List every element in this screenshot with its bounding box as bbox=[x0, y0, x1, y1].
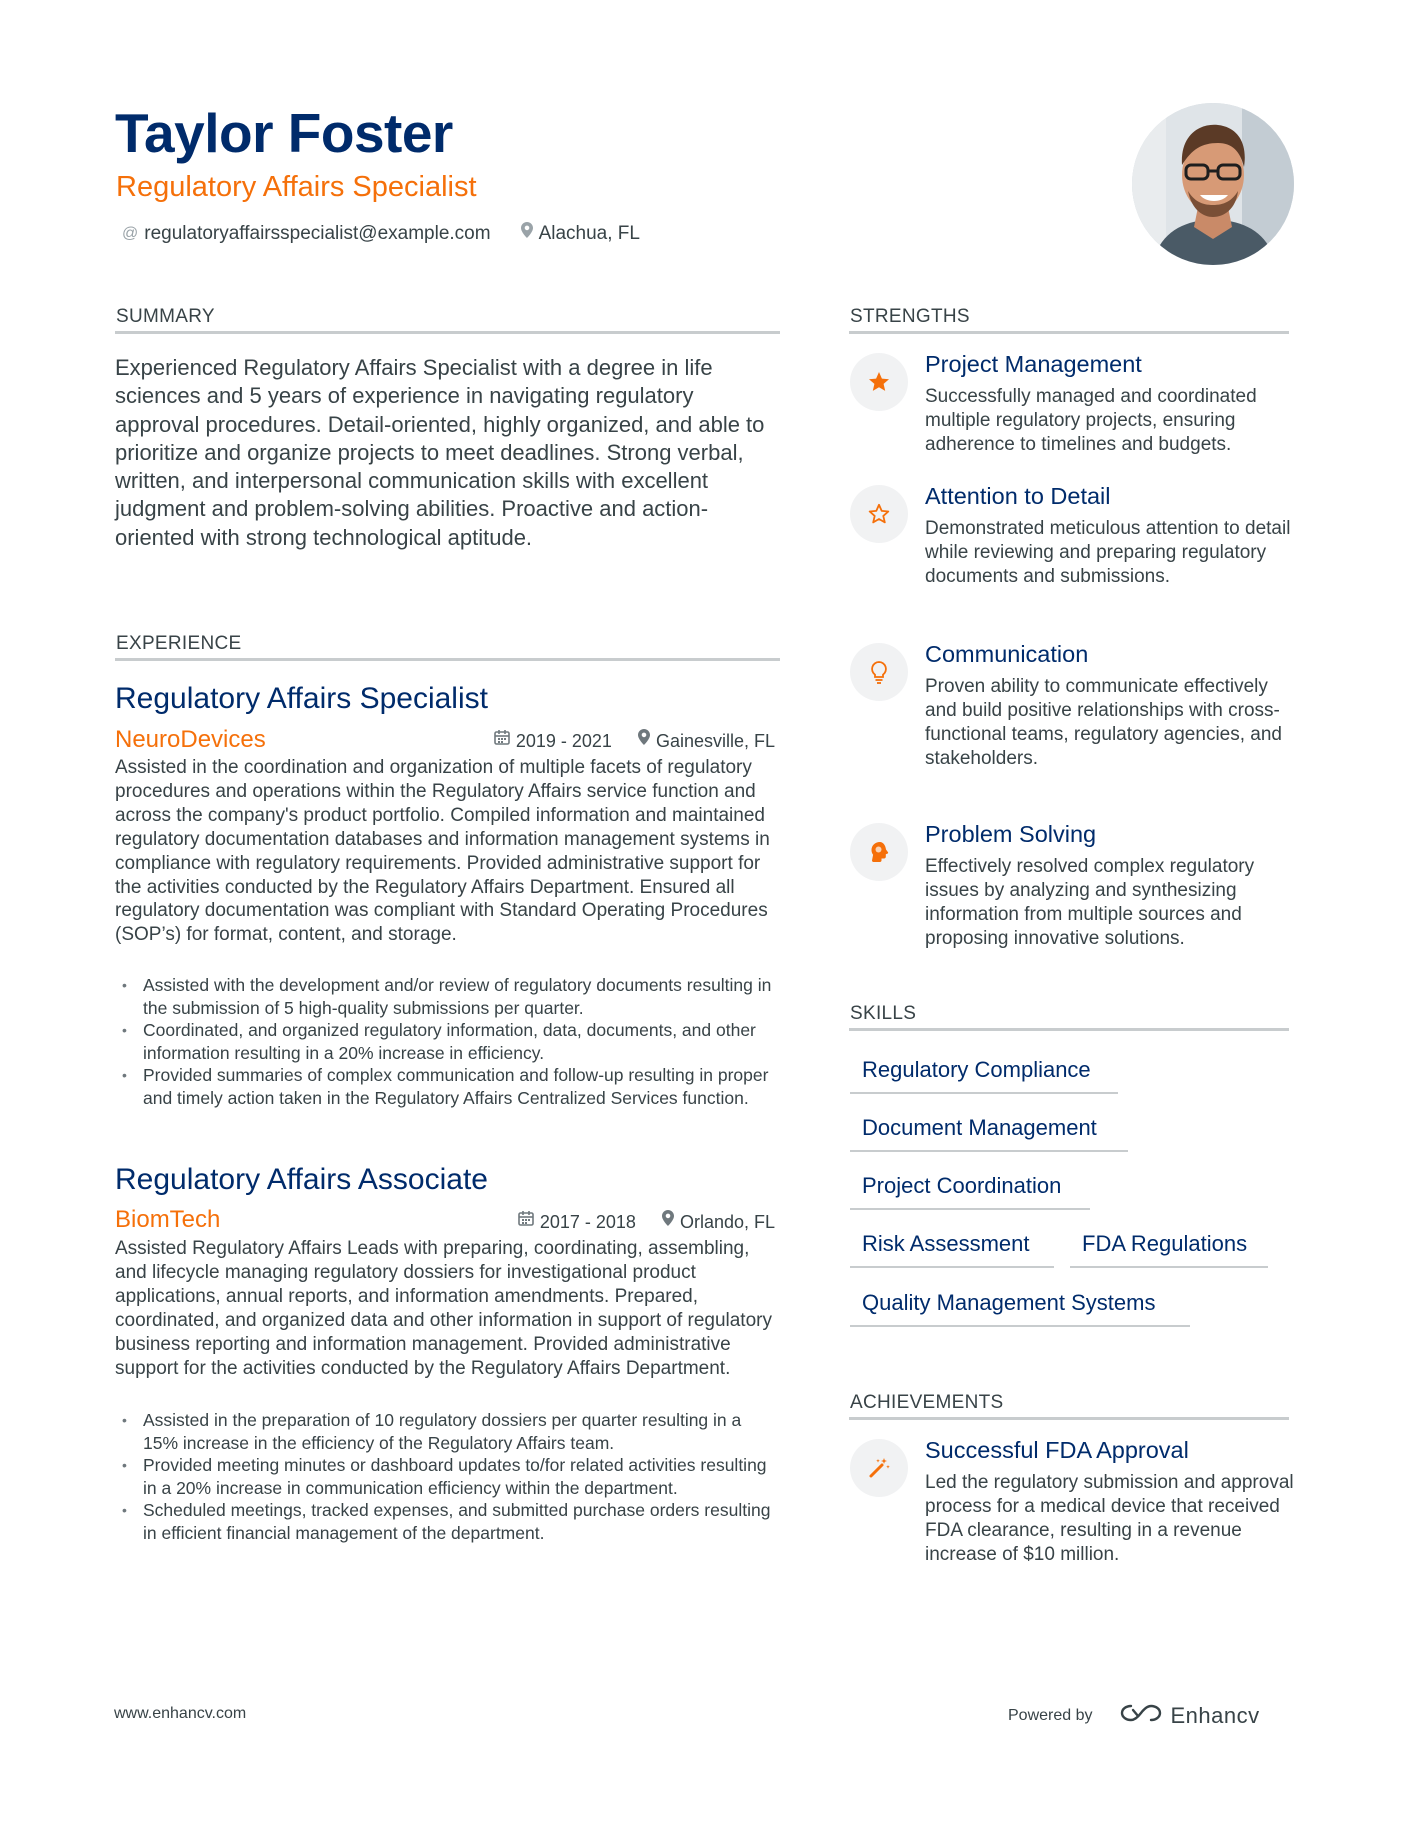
achievements-heading: ACHIEVEMENTS bbox=[850, 1392, 1004, 1413]
skill-tag: Document Management bbox=[850, 1114, 1128, 1152]
lightbulb-icon bbox=[850, 643, 908, 701]
brand-name: Enhancv bbox=[1170, 1702, 1260, 1728]
candidate-title: Regulatory Affairs Specialist bbox=[116, 171, 477, 203]
skill-tag: Project Coordination bbox=[850, 1172, 1090, 1210]
achievement-description: Led the regulatory submission and approval process for a medical device that received FDA clearance, resulting in a revenue increase of $10 million. bbox=[925, 1472, 1294, 1565]
skill-tag: FDA Regulations bbox=[1070, 1230, 1268, 1268]
achievement-title: Successful FDA Approval bbox=[925, 1437, 1189, 1463]
experience-divider bbox=[115, 658, 780, 661]
map-pin-icon bbox=[521, 222, 533, 246]
strength-title: Project Management bbox=[925, 351, 1142, 377]
candidate-name: Taylor Foster bbox=[115, 102, 453, 164]
list-item: • Scheduled meetings, tracked expenses, and submitted purchase orders resulting in efficient financial management of the department. bbox=[115, 1499, 777, 1544]
job-description: Assisted Regulatory Affairs Leads with preparing, coordinating, assembling, and lifecycle managing regulatory dossiers for investigational product applications, annual reports, and information amendments. Prepared, coordinated, and organized data and other information in support of regulatory business reporting and information management. Provided administrative support for the activities conducted by the Regulatory Affairs Department. bbox=[115, 1238, 772, 1379]
powered-by-text: Powered by bbox=[1008, 1706, 1093, 1724]
experience-heading: EXPERIENCE bbox=[116, 633, 242, 654]
at-icon: @ bbox=[122, 225, 139, 242]
map-pin-icon bbox=[662, 1210, 674, 1234]
summary-heading: SUMMARY bbox=[116, 306, 215, 327]
strength-description: Demonstrated meticulous attention to detail while reviewing and preparing regulatory documents and submissions. bbox=[925, 518, 1291, 587]
contact-info bbox=[122, 222, 670, 246]
email-text: regulatoryaffairsspecialist@example.com bbox=[144, 223, 491, 244]
profile-photo bbox=[1132, 103, 1294, 265]
job-company: BiomTech bbox=[115, 1206, 221, 1233]
achievements-divider bbox=[849, 1417, 1289, 1420]
job-title: Regulatory Affairs Specialist bbox=[115, 682, 488, 715]
skill-tag: Risk Assessment bbox=[850, 1230, 1054, 1268]
location-text: Alachua, FL bbox=[538, 223, 640, 244]
map-pin-icon bbox=[638, 729, 650, 753]
footer-branding bbox=[1008, 1702, 1260, 1729]
job-company: NeuroDevices bbox=[115, 726, 266, 753]
strength-title: Problem Solving bbox=[925, 821, 1097, 847]
strength-description: Proven ability to communicate effectively and build positive relationships with cross-functional teams, regulatory agencies, and stakeholders. bbox=[925, 676, 1282, 769]
list-item: • Assisted in the preparation of 10 regulatory dossiers per quarter resulting in a 15% increase in the efficiency of the Regulatory Affairs team. bbox=[115, 1409, 777, 1454]
brain-head-icon bbox=[850, 823, 908, 881]
calendar-icon bbox=[494, 729, 510, 753]
contact-email[interactable] bbox=[122, 222, 491, 246]
list-item: • Coordinated, and organized regulatory information, data, documents, and other information resulting in a 20% increase in efficiency. bbox=[115, 1019, 777, 1064]
skill-tag: Regulatory Compliance bbox=[850, 1056, 1118, 1094]
magic-wand-icon bbox=[850, 1439, 908, 1497]
strength-description: Effectively resolved complex regulatory issues by analyzing and synthesizing information from multiple sources and proposing innovative solutions. bbox=[925, 856, 1255, 949]
strengths-heading: STRENGTHS bbox=[850, 306, 970, 327]
skills-divider bbox=[849, 1028, 1289, 1031]
job-dates: 2017 - 2018 bbox=[539, 1212, 636, 1232]
job-dates: 2019 - 2021 bbox=[515, 731, 612, 751]
star-filled-icon bbox=[850, 353, 908, 411]
job-bullets bbox=[115, 974, 777, 1109]
job-title: Regulatory Affairs Associate bbox=[115, 1163, 488, 1196]
calendar-icon bbox=[518, 1210, 534, 1234]
strength-title: Attention to Detail bbox=[925, 483, 1111, 509]
summary-divider bbox=[115, 331, 780, 334]
job-meta bbox=[518, 1210, 775, 1234]
enhancv-logo-icon bbox=[1119, 1702, 1163, 1729]
strength-description: Successfully managed and coordinated multiple regulatory projects, ensuring adherence to timelines and budgets. bbox=[925, 386, 1257, 455]
job-location: Orlando, FL bbox=[679, 1212, 775, 1232]
footer-website[interactable]: www.enhancv.com bbox=[114, 1705, 247, 1722]
skills-heading: SKILLS bbox=[850, 1003, 917, 1024]
list-item: • Provided summaries of complex communication and follow-up resulting in proper and timely action taken in the Regulatory Affairs Centralized Services function. bbox=[115, 1064, 777, 1109]
list-item: • Provided meeting minutes or dashboard updates to/for related activities resulting in a 20% increase in communication efficiency within the department. bbox=[115, 1454, 777, 1499]
job-description: Assisted in the coordination and organization of multiple facets of regulatory procedures and operations within the Regulatory Affairs service function and across the company's product portfolio. Compiled information and maintained regulatory documentation databases and information management systems in compliance with regulatory requirements. Provided administrative support for the activities conducted by the Regulatory Affairs Department. Ensured all regulatory documentation was compliant with Standard Operating Procedures (SOP’s) for format, content, and storage. bbox=[115, 757, 770, 946]
job-bullets bbox=[115, 1409, 777, 1544]
summary-text: Experienced Regulatory Affairs Specialist with a degree in life sciences and 5 years of experience in navigating regulatory approval procedures. Detail-oriented, highly organized, and able to prioritize and organize projects to meet deadlines. Strong verbal, written, and interpersonal communication skills with excellent judgment and problem-solving abilities. Proactive and action-oriented with strong technological aptitude. bbox=[115, 355, 765, 550]
strengths-divider bbox=[849, 331, 1289, 334]
strength-title: Communication bbox=[925, 641, 1089, 667]
job-meta bbox=[494, 729, 775, 753]
job-location: Gainesville, FL bbox=[655, 731, 775, 751]
list-item: • Assisted with the development and/or review of regulatory documents resulting in the submission of 5 high-quality submissions per quarter. bbox=[115, 974, 777, 1019]
contact-location bbox=[521, 222, 640, 246]
skill-tag: Quality Management Systems bbox=[850, 1289, 1190, 1327]
star-outline-icon bbox=[850, 485, 908, 543]
